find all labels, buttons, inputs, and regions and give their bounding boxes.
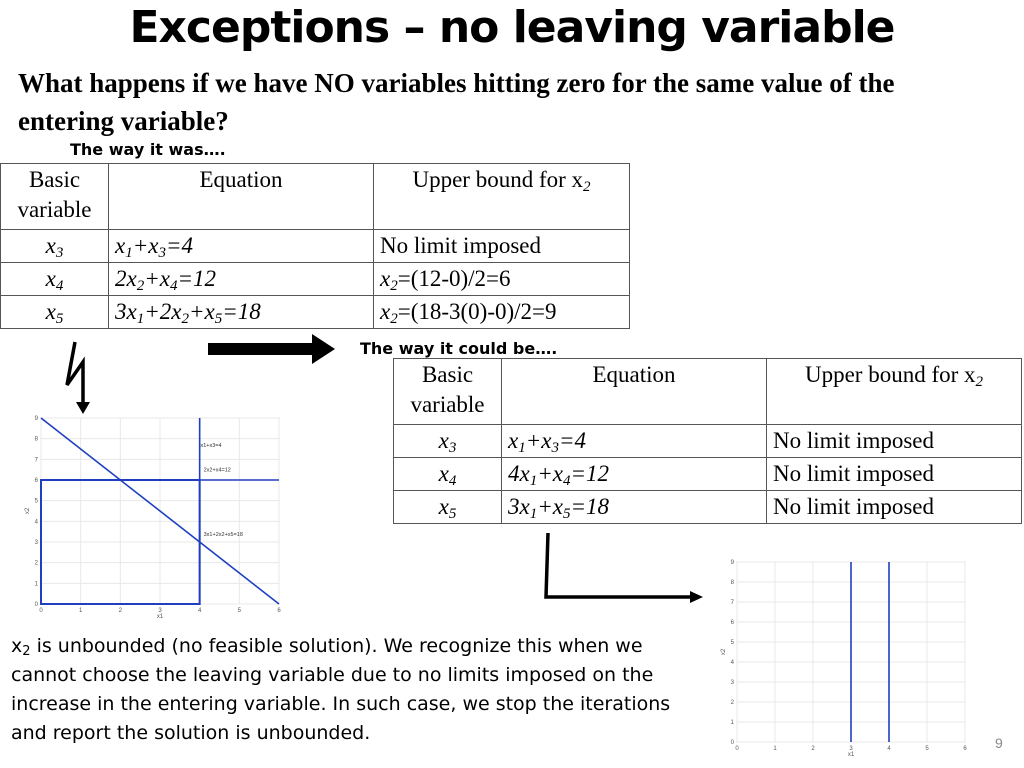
y-tick-label: 2 [730,700,734,706]
x-axis-label: x1 [847,752,855,758]
bound-cell: $x_2=(18-3(0)-0)/2=9$ [374,296,630,329]
equation-cell: $4x_1+x_4=12$ [502,458,767,491]
y-tick-label: 9 [730,560,734,566]
right-arrow-icon [208,334,335,364]
constraint-line-label: x1+x3=4 [200,442,222,449]
x-tick-label: 2 [811,746,815,752]
y-tick-label: 1 [34,581,38,588]
x-tick-label: 2 [118,608,123,614]
header-upper-bound: Upper bound for $x_2$ [767,359,1022,425]
feasible-region-plot [25,412,284,622]
x-axis-label: x1 [156,614,164,620]
y-tick-label: 7 [34,457,38,464]
x-tick-label: 0 [39,608,43,614]
y-tick-label: 6 [730,620,734,626]
equation-cell: $3x_1+2x_2+x_5=18$ [109,296,374,329]
header-equation: Equation [109,164,374,230]
elbow-arrowhead-icon [690,591,703,603]
x-tick-label: 3 [849,746,853,752]
x-tick-label: 1 [78,608,83,614]
y-tick-label: 4 [34,519,38,526]
question-text: What happens if we have NO variables hitting zero for the same value of the entering variable? [18,68,895,136]
bound-cell: $x_2=(12-0)/2=6$ [374,263,630,296]
header-upper-bound: Upper bound for $x_2$ [374,164,630,230]
equation-cell: $x_1+x_3=4$ [109,230,374,263]
y-tick-label: 8 [730,580,734,586]
y-tick-label: 9 [34,416,38,422]
x-tick-label: 6 [963,746,967,752]
bound-cell: No limit imposed [767,491,1022,524]
x-tick-label: 5 [925,746,929,752]
bound-cell: No limit imposed [767,458,1022,491]
basic-var-cell: $x_3$ [394,425,502,458]
lightning-arrow-icon [67,342,83,405]
y-tick-label: 0 [730,740,734,746]
y-tick-label: 2 [34,560,38,567]
header-basic-variable: Basic variable [394,359,502,425]
basic-var-cell: $x_3$ [1,230,109,263]
y-tick-label: 1 [730,720,734,726]
y-tick-label: 3 [730,680,734,686]
x-tick-label: 4 [887,746,891,752]
equation-cell: $x_1+x_3=4$ [502,425,767,458]
page-number: 9 [995,735,1003,751]
basic-var-cell: $x_5$ [394,491,502,524]
y-axis-label: x2 [25,507,31,515]
x-tick-label: 1 [773,746,777,752]
table2-caption: The way it could be…. [360,339,558,358]
unbounded-plot [721,557,969,758]
x-tick-label: 6 [277,608,281,614]
header-basic-variable: Basic variable [1,164,109,230]
equation-cell: $3x_1+x_5=18$ [502,491,767,524]
y-tick-label: 7 [730,600,734,606]
basic-var-cell: $x_4$ [1,263,109,296]
x-tick-label: 0 [735,746,739,752]
basic-var-cell: $x_4$ [394,458,502,491]
x-tick-label: 4 [197,608,202,614]
y-tick-label: 5 [730,640,734,646]
table1-caption: The way it was…. [70,140,226,159]
constraint-line-label: 3x1+2x2+x5=18 [203,531,243,538]
header-equation: Equation [502,359,767,425]
x-tick-label: 5 [237,608,242,614]
y-tick-label: 6 [34,478,38,484]
bound-cell: No limit imposed [767,425,1022,458]
equation-cell: $2x_2+x_4=12$ [109,263,374,296]
y-tick-label: 0 [34,602,38,608]
bound-cell: No limit imposed [374,230,630,263]
y-tick-label: 8 [34,436,38,443]
y-axis-label: x2 [721,648,727,656]
x-tick-label: 3 [158,608,162,614]
elbow-arrow-icon [546,533,694,597]
explanation-text: $x_2$ is unbounded (no feasible solution). We recognize this when we cannot choose the leaving variable due to no limits imposed on the increase in the entering variable. In such case, we stop the iterations and report the solution is unbounded. [11,635,671,744]
y-tick-label: 3 [34,540,38,546]
y-tick-label: 4 [730,660,734,666]
basic-var-cell: $x_5$ [1,296,109,329]
slide-title: Exceptions – no leaving variable [129,2,895,53]
constraint-line-label: 2x2+x4=12 [203,467,231,474]
y-tick-label: 5 [34,498,38,505]
